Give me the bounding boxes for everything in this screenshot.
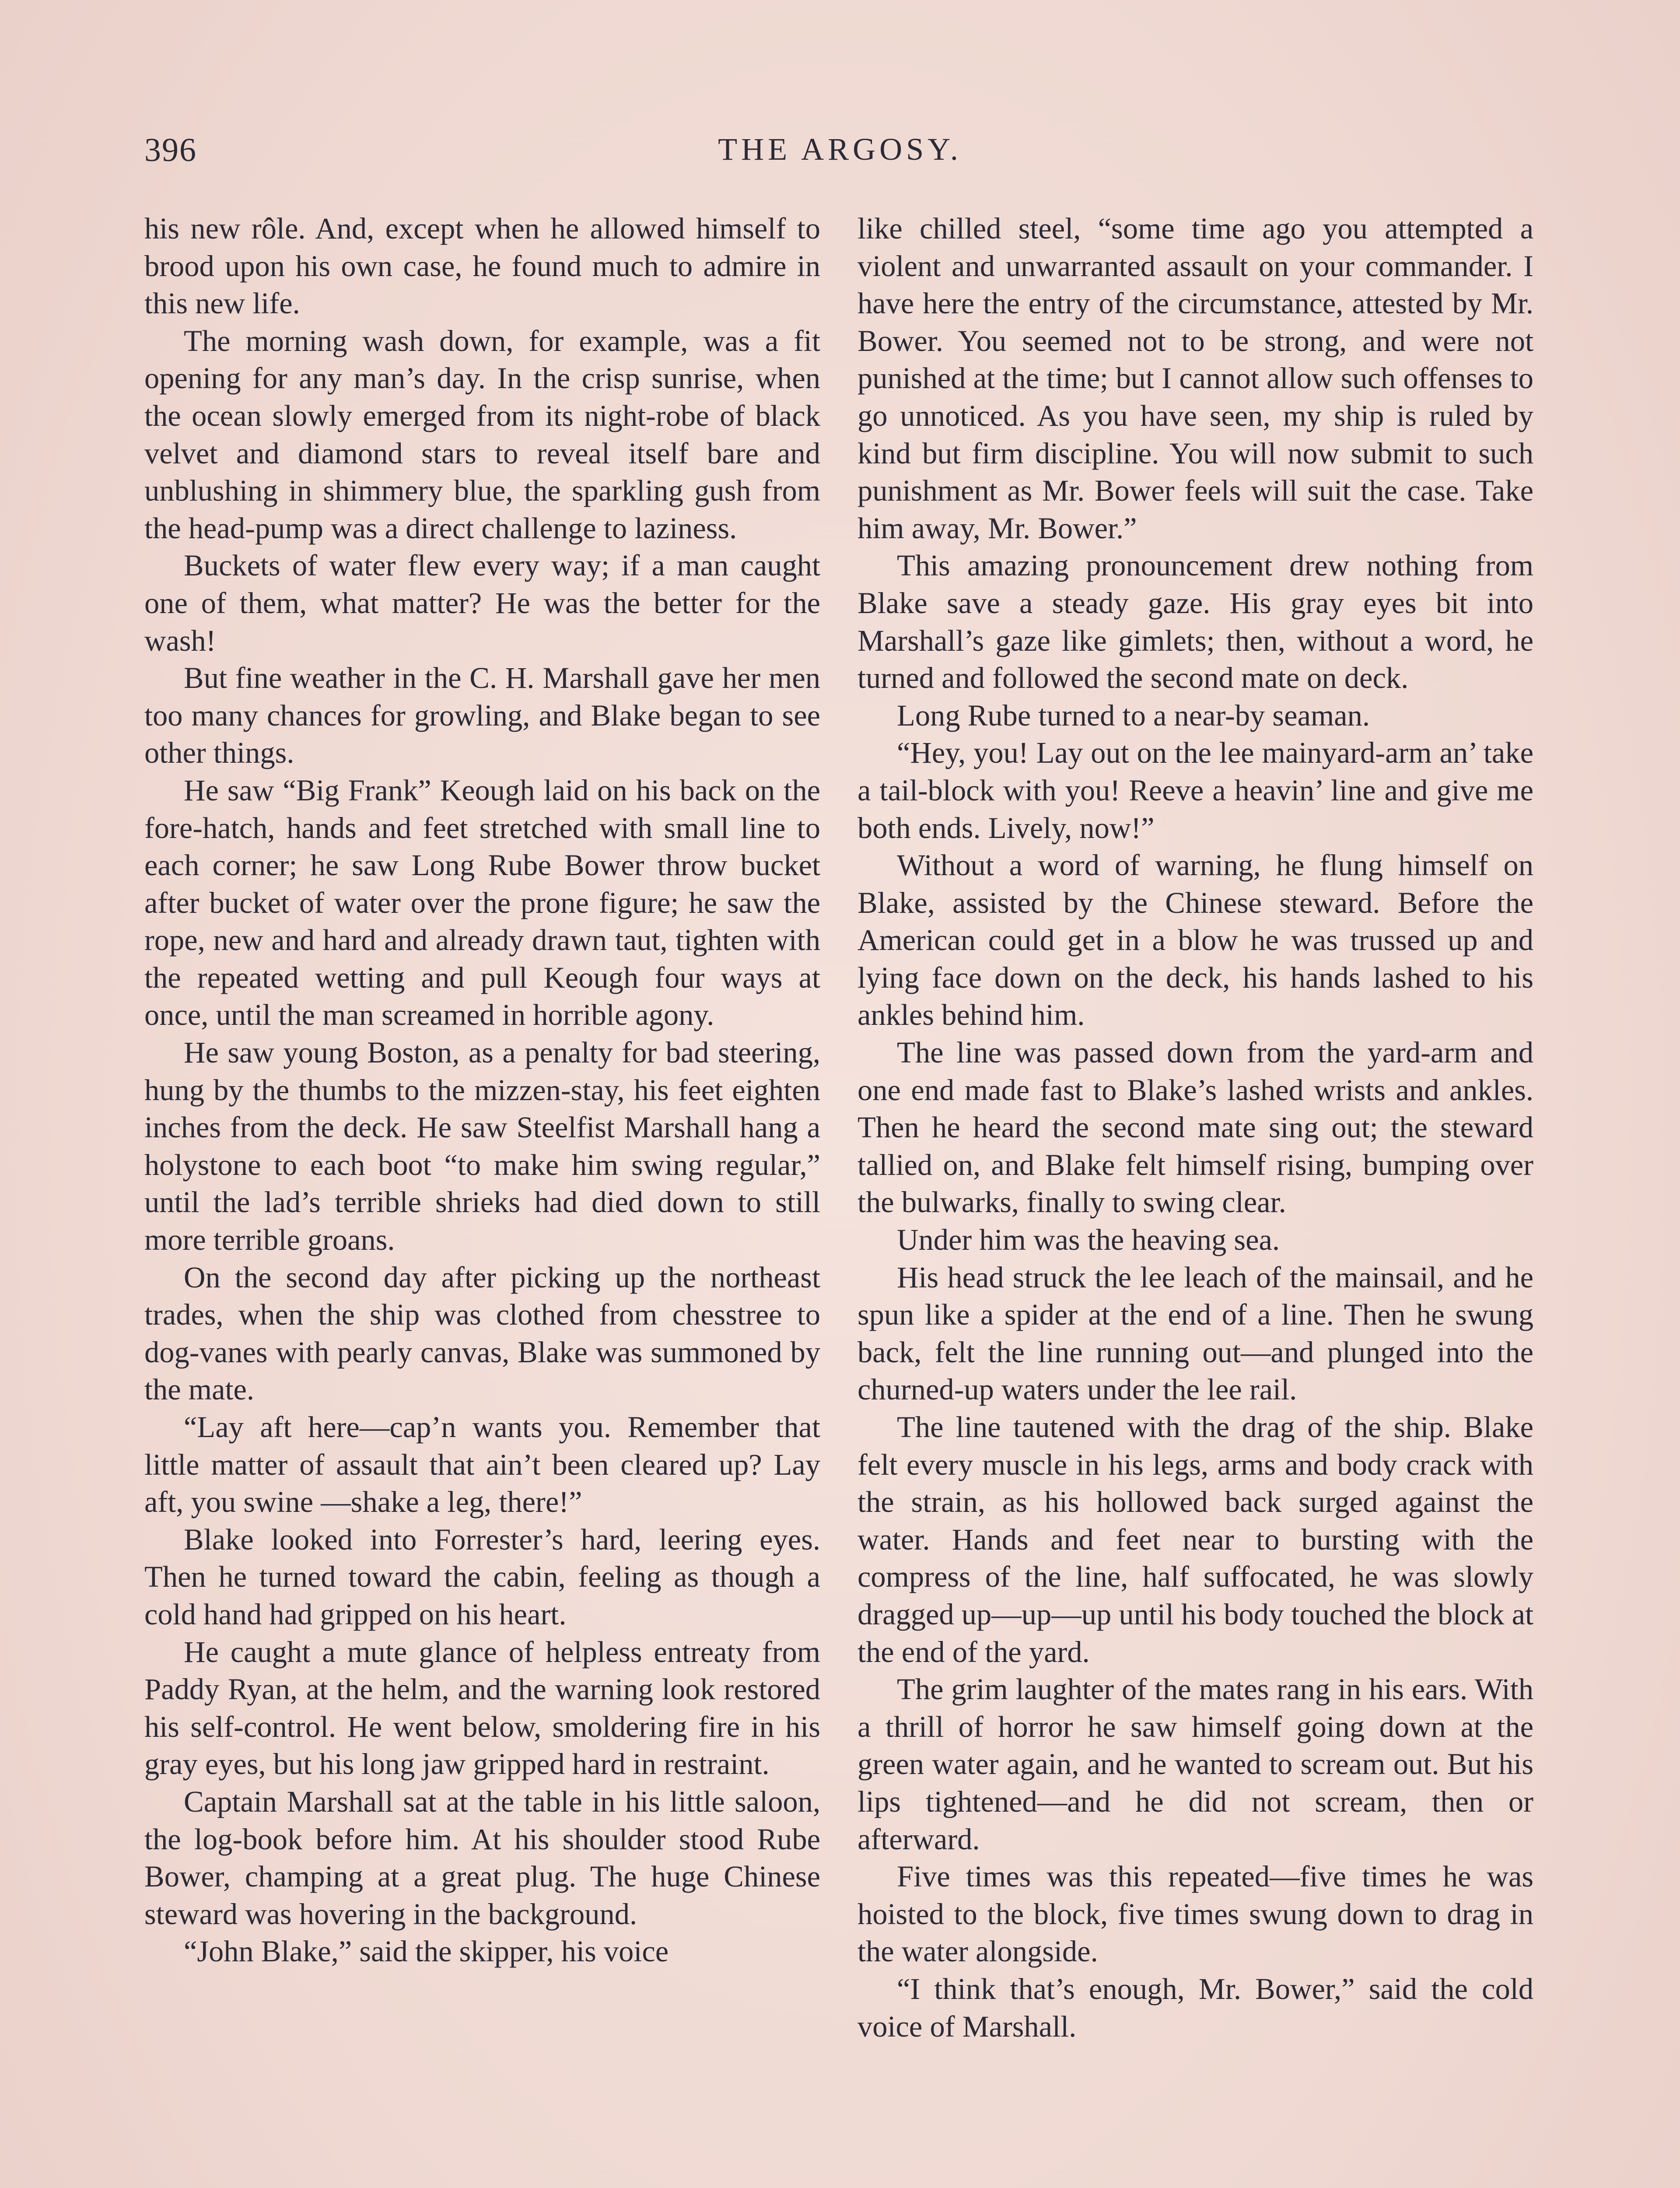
paragraph: The morning wash down, for example, was a fit opening for any man’s day. In the crisp sunrise, when the ocean slowly emerged from its night-robe of black velvet and diamond stars to reveal itself bare and unblushing in shimmery blue, the sparkling gush from the head-pump was a direct challenge to laziness. xyxy=(144,324,820,545)
paragraph: This amazing pronouncement drew nothing from Blake save a steady gaze. His gray eyes bit into Marshall’s gaze like gimlets; then, without a word, he turned and followed the second mate on deck. xyxy=(858,549,1533,695)
paragraph: The grim laughter of the mates rang in his ears. With a thrill of horror he saw himself going down at the green water again, and he wanted to scream out. But his lips tightened—and he did not scream, then or afterward. xyxy=(858,1673,1533,1856)
right-column xyxy=(858,210,1533,2045)
paragraph: his new rôle. And, except when he allowed himself to brood upon his own case, he found much to admire in this new life. xyxy=(144,212,820,320)
paragraph: Blake looked into Forrester’s hard, leering eyes. Then he turned toward the cabin, feeling as though a cold hand had gripped on his heart. xyxy=(144,1522,820,1631)
paragraph: He saw young Boston, as a penalty for bad steering, hung by the thumbs to the mizzen-stay, his feet eighten inches from the deck. He saw Steelfist Marshall hang a holystone to each boot “to make him swing regular,” until the lad’s terrible shrieks had died down to still more terrible groans. xyxy=(144,1036,820,1257)
paragraph: Without a word of warning, he flung himself on Blake, assisted by the Chinese steward. Before the American could get in a blow he was trussed up and lying face down on the deck, his hands lashed to his ankles behind him. xyxy=(858,849,1533,1032)
paragraph: He caught a mute glance of helpless entreaty from Paddy Ryan, at the helm, and the warning look restored his self-control. He went below, smoldering fire in his gray eyes, but his long jaw gripped hard in restraint. xyxy=(144,1635,820,1781)
left-column xyxy=(144,210,820,1971)
paragraph: On the second day after picking up the northeast trades, when the ship was clothed from chesstree to dog-vanes with pearly canvas, Blake was summoned by the mate. xyxy=(144,1260,820,1406)
page-header xyxy=(144,131,1536,184)
paragraph: like chilled steel, “some time ago you attempted a violent and unwarranted assault on your commander. I have here the entry of the circumstance, attested by Mr. Bower. You seemed not to be strong, and were not punished at the time; but I cannot allow such offenses to go unnoticed. As you have seen, my ship is ruled by kind but firm discipline. You will now submit to such punishment as Mr. Bower feels will suit the case. Take him away, Mr. Bower.” xyxy=(858,212,1533,545)
paragraph: His head struck the lee leach of the mainsail, and he spun like a spider at the end of a line. Then he swung back, felt the line running out—and plunged into the churned-up waters under the lee rail. xyxy=(858,1260,1533,1406)
paragraph: But fine weather in the C. H. Marshall gave her men too many chances for growling, and Blake began to see other things. xyxy=(144,661,820,770)
paragraph: Five times was this repeated—five times he was hoisted to the block, five times swung down to drag in the water alongside. xyxy=(858,1860,1533,1968)
paragraph: He saw “Big Frank” Keough laid on his back on the fore-hatch, hands and feet stretched with small line to each corner; he saw Long Rube Bower throw bucket after bucket of water over the prone figure; he saw the rope, new and hard and already drawn taut, tighten with the repeated wetting and pull Keough four ways at once, until the man screamed in horrible agony. xyxy=(144,773,820,1032)
paragraph: Captain Marshall sat at the table in his little saloon, the log-book before him. At his shoulder stood Rube Bower, champing at a great plug. The huge Chinese steward was hovering in the background. xyxy=(144,1785,820,1931)
paragraph: Under him was the heaving sea. xyxy=(897,1223,1280,1257)
running-title: THE ARGOSY. xyxy=(718,132,962,167)
paragraph: Buckets of water flew every way; if a man caught one of them, what matter? He was the better for the wash! xyxy=(144,549,820,657)
page-number: 396 xyxy=(144,132,197,168)
paragraph: The line was passed down from the yard-arm and one end made fast to Blake’s lashed wrists and ankles. Then he heard the second mate sing out; the steward tallied on, and Blake felt himself rising, bumping over the bulwarks, finally to swing clear. xyxy=(858,1036,1533,1219)
paragraph: “Hey, you! Lay out on the lee mainyard-arm an’ take a tail-block with you! Reeve a heavin’ line and give me both ends. Lively, now!” xyxy=(858,736,1533,845)
paragraph: “I think that’s enough, Mr. Bower,” said the cold voice of Marshall. xyxy=(858,1972,1533,2043)
paragraph: The line tautened with the drag of the ship. Blake felt every muscle in his legs, arms and body crack with the strain, as his hollowed back surged against the water. Hands and feet near to bursting with the compress of the line, half suffocated, he was slowly dragged up—up—up until his body touched the block at the end of the yard. xyxy=(858,1410,1533,1669)
paragraph: “Lay aft here—cap’n wants you. Remember that little matter of assault that ain’t been cleared up? Lay aft, you swine —shake a leg, there!” xyxy=(144,1410,820,1519)
paragraph: Long Rube turned to a near-by seaman. xyxy=(897,698,1370,732)
paragraph: “John Blake,” said the skipper, his voice xyxy=(184,1935,669,1968)
